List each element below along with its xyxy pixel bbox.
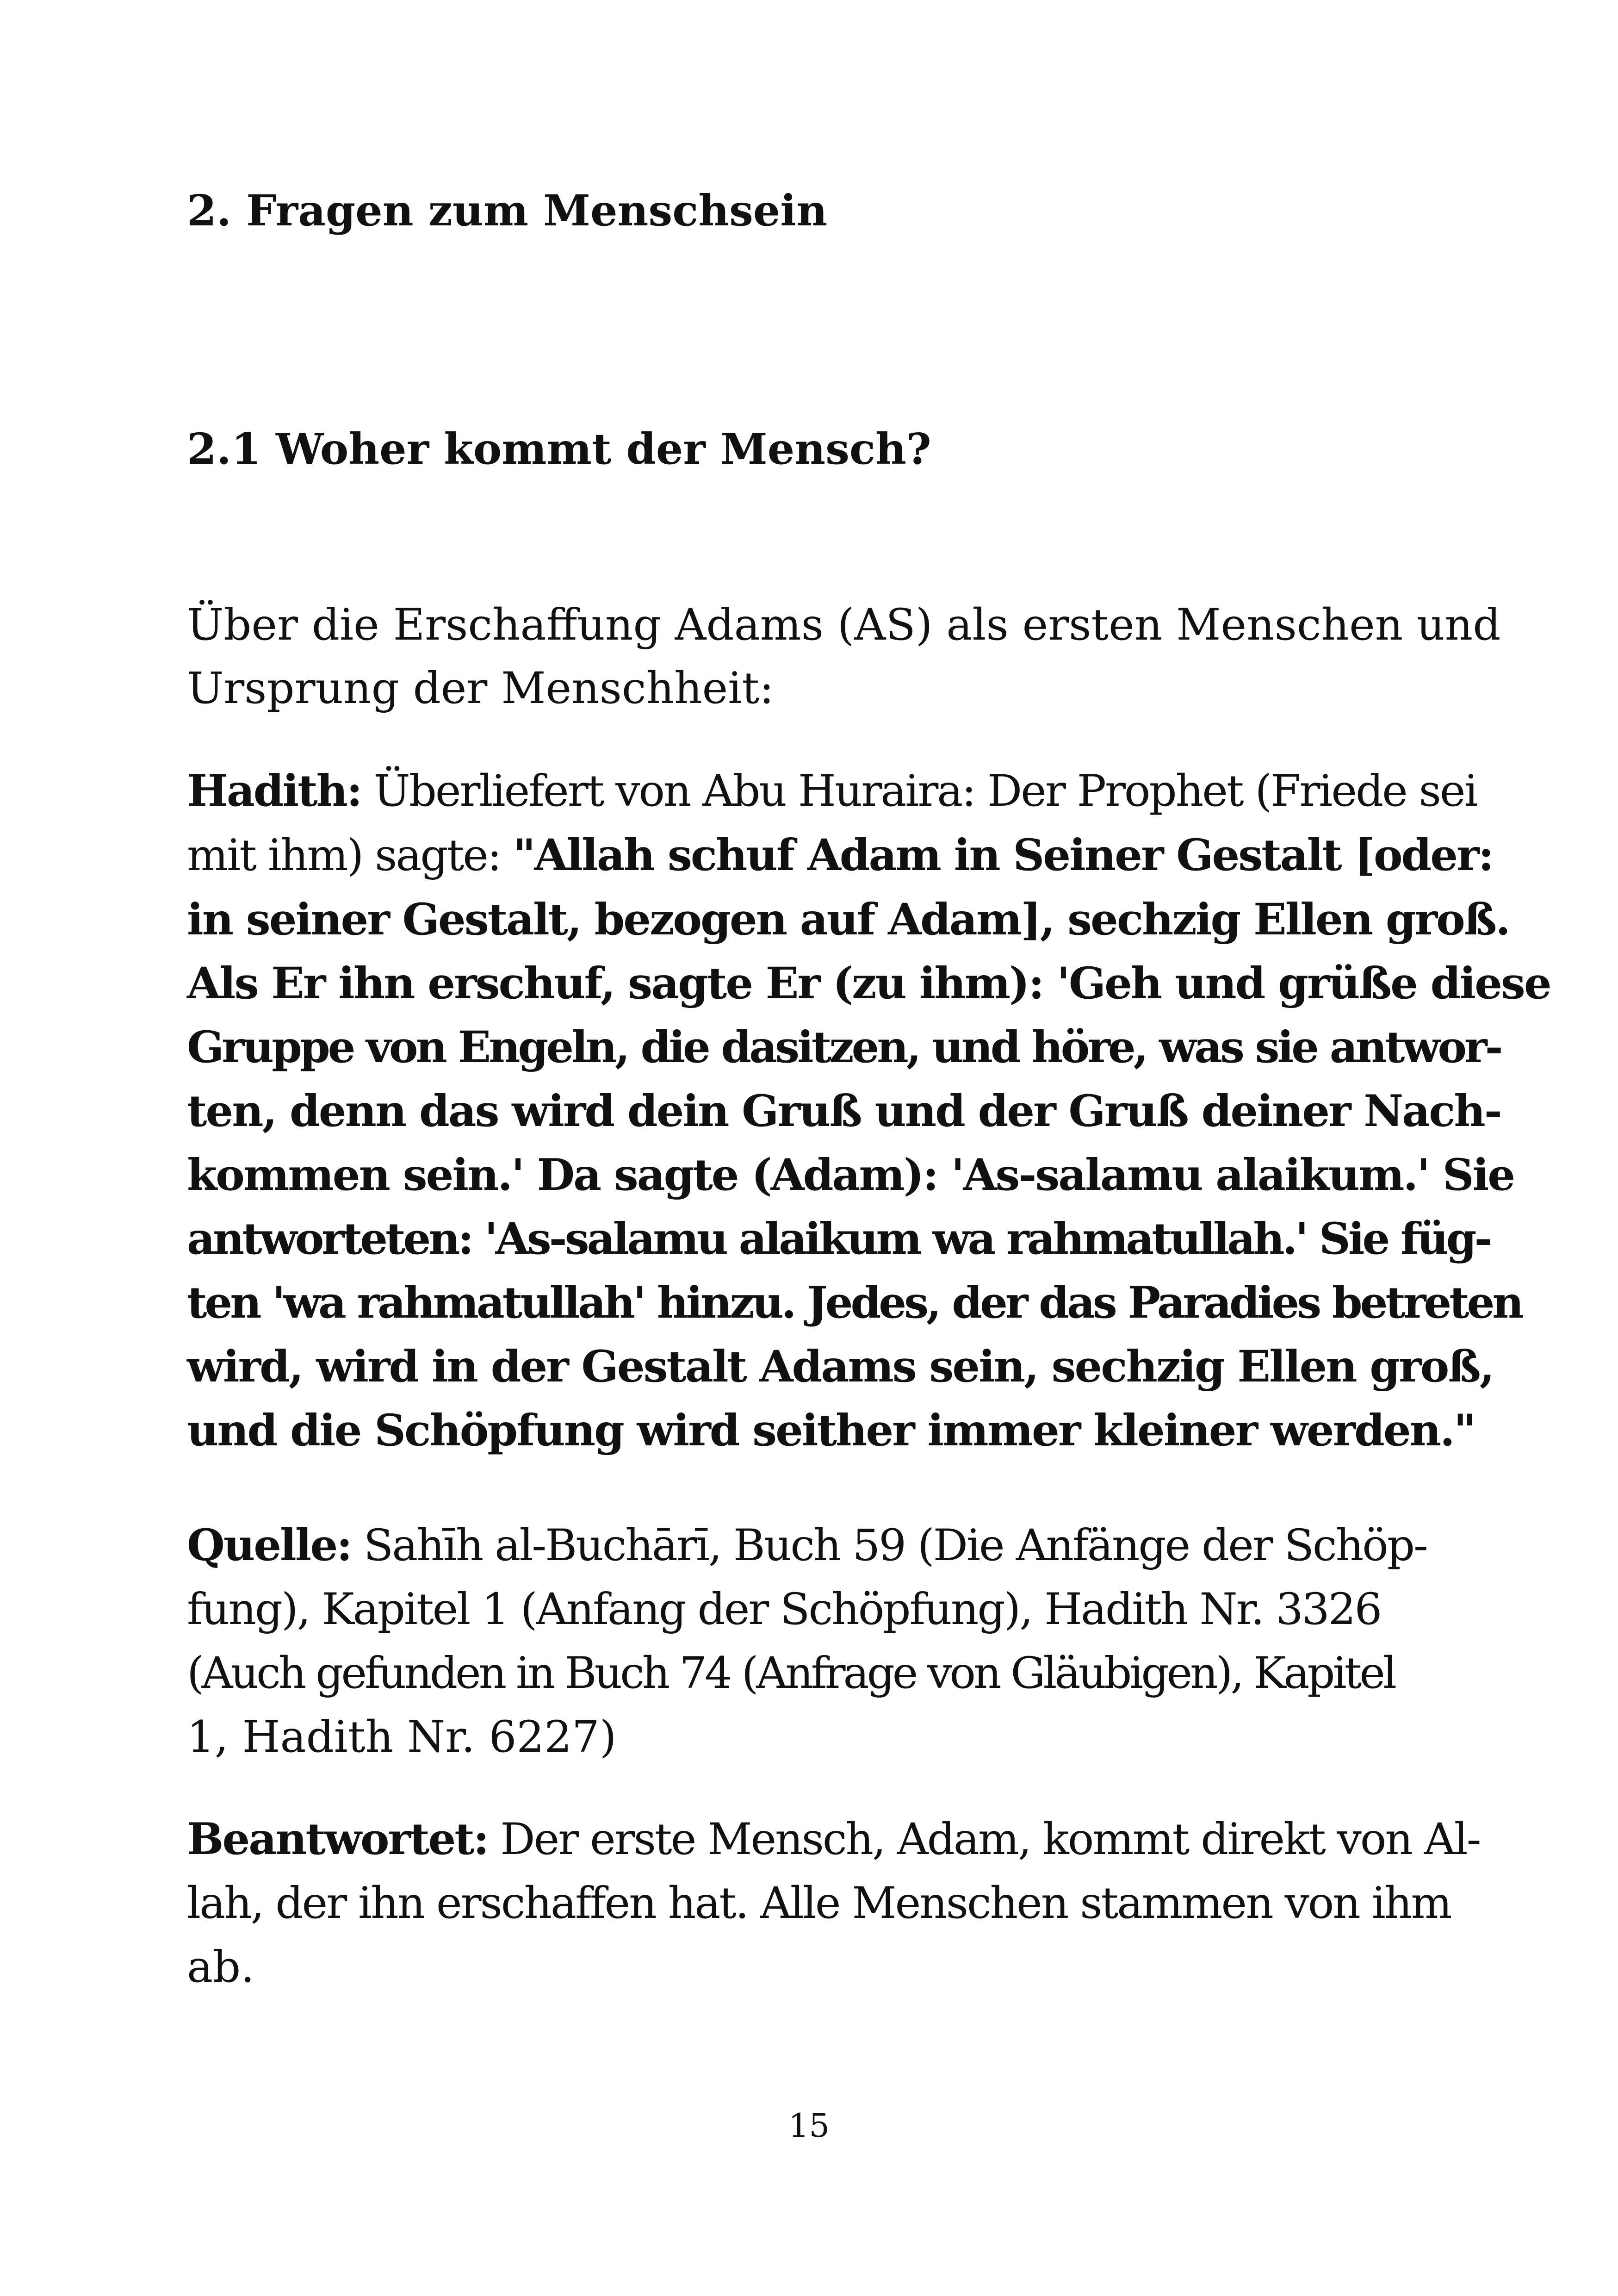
source-text: Sahīh al-Buchārī, Buch 59 (Die Anfänge der Schöp- bbox=[351, 1520, 1427, 1571]
hadith-label: Hadith: bbox=[187, 765, 361, 816]
answer-paragraph bbox=[187, 1807, 1480, 1999]
answer-label: Beantwortet: bbox=[187, 1814, 488, 1865]
source-line: (Auch gefunden in Buch 74 (Anfrage von Gläubigen), Kapitel bbox=[187, 1648, 1395, 1699]
hadith-quote-line: und die Schöpfung wird seither immer kleiner werden." bbox=[187, 1405, 1475, 1456]
source-label: Quelle: bbox=[187, 1520, 351, 1571]
source-paragraph bbox=[187, 1513, 1445, 1769]
answer-text: Der erste Mensch, Adam, kommt direkt von Al- bbox=[488, 1814, 1480, 1865]
hadith-quote-line: Gruppe von Engeln, die dasitzen, und höre, was sie antwor- bbox=[187, 1022, 1501, 1073]
intro-paragraph bbox=[187, 593, 1501, 720]
section-title: 2.1 Woher kommt der Mensch? bbox=[187, 424, 931, 474]
hadith-intro-text: mit ihm) sagte: bbox=[187, 830, 513, 881]
answer-line: lah, der ihn erschaffen hat. Alle Menschen stammen von ihm bbox=[187, 1878, 1451, 1929]
source-line: 1, Hadith Nr. 6227) bbox=[187, 1712, 617, 1762]
hadith-intro-text: Überliefert von Abu Huraira: Der Prophet (Friede sei bbox=[361, 766, 1477, 816]
chapter-title: 2. Fragen zum Menschsein bbox=[187, 186, 828, 236]
source-line: fung), Kapitel 1 (Anfang der Schöpfung), Hadith Nr. 3326 bbox=[187, 1584, 1381, 1635]
hadith-quote-line: ten, denn das wird dein Gruß und der Gruß deiner Nach- bbox=[187, 1086, 1501, 1137]
page-number: 15 bbox=[788, 2107, 830, 2145]
hadith-quote-line: antworteten: 'As-salamu alaikum wa rahmatullah.' Sie füg- bbox=[187, 1213, 1490, 1264]
intro-line: Ursprung der Menschheit: bbox=[187, 663, 774, 714]
answer-line bbox=[187, 1807, 1480, 1872]
hadith-quote: "Allah schuf Adam in Seiner Gestalt [oder: bbox=[513, 830, 1493, 881]
hadith-quote-line: kommen sein.' Da sagte (Adam): 'As-salamu alaikum.' Sie bbox=[187, 1150, 1514, 1201]
hadith-quote-line: Als Er ihn erschuf, sagte Er (zu ihm): 'Geh und grüße diese bbox=[187, 958, 1550, 1009]
source-line bbox=[187, 1513, 1445, 1578]
intro-line: Über die Erschaffung Adams (AS) als ersten Menschen und bbox=[187, 600, 1501, 650]
answer-line: ab. bbox=[187, 1942, 255, 1992]
hadith-line bbox=[187, 823, 1493, 888]
hadith-quote-line: wird, wird in der Gestalt Adams sein, sechzig Ellen groß, bbox=[187, 1341, 1494, 1392]
hadith-quote-line: ten 'wa rahmatullah' hinzu. Jedes, der das Paradies betreten bbox=[187, 1277, 1522, 1328]
hadith-paragraph bbox=[187, 759, 1550, 1462]
hadith-quote-line: in seiner Gestalt, bezogen auf Adam], sechzig Ellen groß. bbox=[187, 894, 1509, 945]
hadith-line bbox=[187, 759, 1477, 823]
